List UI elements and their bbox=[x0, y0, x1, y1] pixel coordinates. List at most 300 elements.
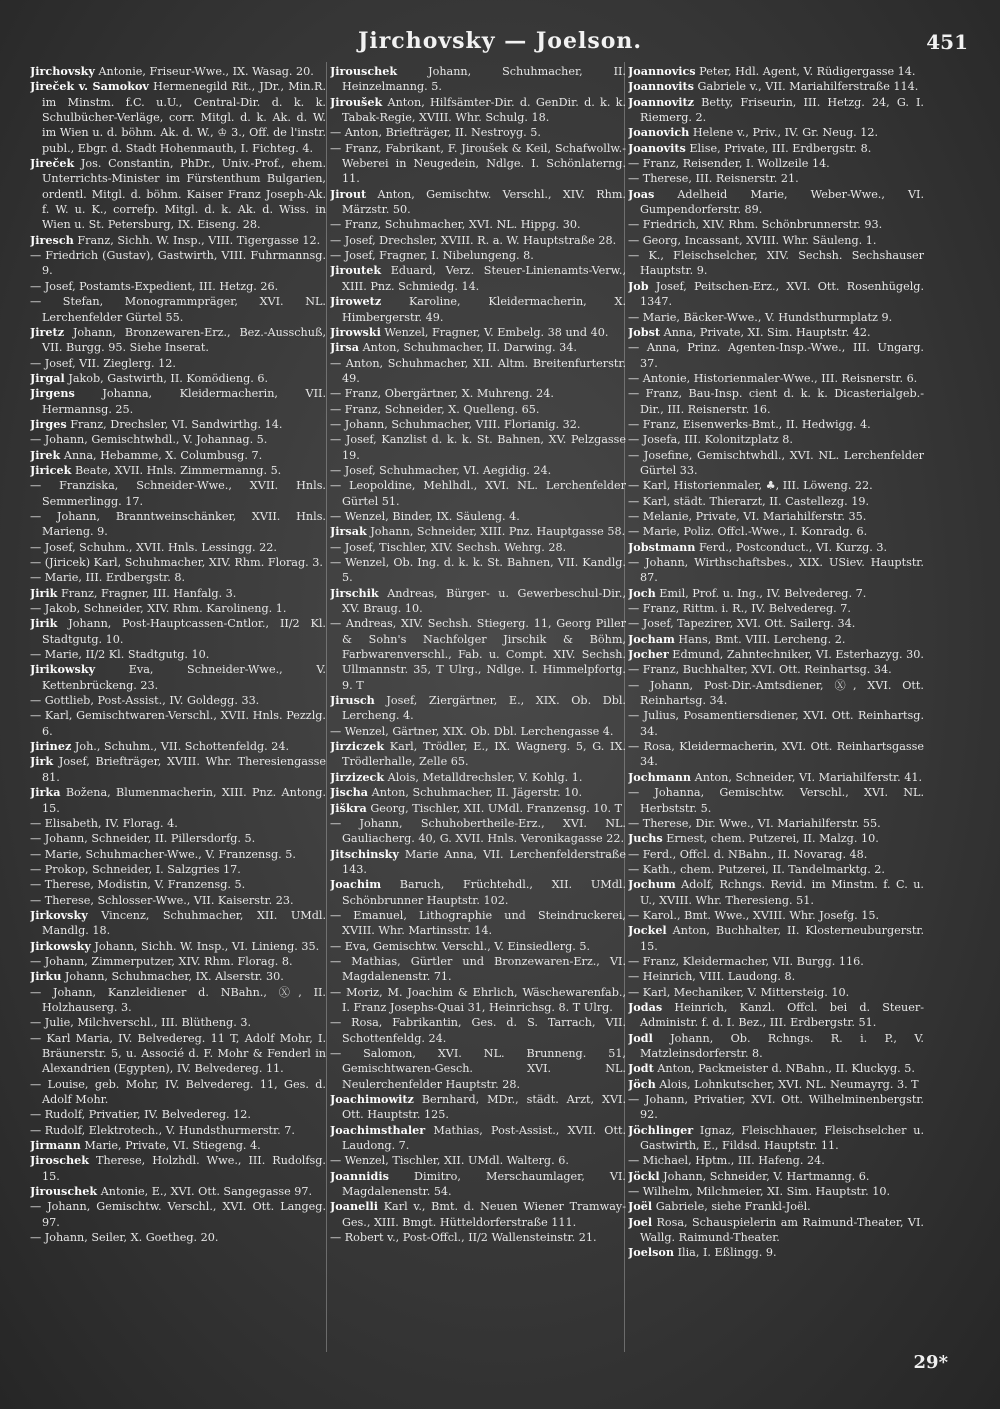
entry-details: Hans, Bmt. VIII. Lercheng. 2. bbox=[678, 632, 846, 646]
directory-entry bbox=[330, 478, 626, 509]
entry-details: — Rudolf, Privatier, IV. Belvedereg. 12. bbox=[30, 1108, 251, 1122]
entry-details: — Josefine, Gemischtwhdl., XVI. NL. Lerchenfelder Gürtel 33. bbox=[628, 448, 924, 477]
entry-details: — Therese, III. Reisnerstr. 21. bbox=[628, 172, 799, 186]
entry-details: Anton, Schneider, VI. Mariahilferstr. 41. bbox=[694, 770, 923, 784]
directory-entry bbox=[30, 1015, 326, 1030]
directory-column-3 bbox=[628, 64, 924, 1354]
entry-details: Božena, Blumenmacherin, XIII. Pnz. Antong. 15. bbox=[42, 786, 326, 815]
directory-entry bbox=[330, 1123, 626, 1154]
directory-entry bbox=[628, 1184, 924, 1199]
directory-entry bbox=[30, 1230, 326, 1245]
directory-entry bbox=[330, 816, 626, 847]
directory-entry bbox=[30, 586, 326, 601]
directory-entry bbox=[30, 647, 326, 662]
directory-entry bbox=[330, 294, 626, 325]
entry-surname: Jiškra bbox=[330, 800, 367, 815]
entry-details: Anton, Buchhalter, II. Klosterneuburgerstr. 15. bbox=[640, 924, 924, 953]
directory-entry bbox=[628, 1169, 924, 1184]
entry-details: — Karl Maria, IV. Belvedereg. 11 T, Adolf Mohr, I. Bräunerstr. 5, u. Associé d. F. Mohr & Fenderl in Alexandrien (Egypten), IV. Belvedereg. 11. bbox=[30, 1031, 326, 1076]
directory-column-2 bbox=[330, 64, 626, 1354]
entry-details: — Anton, Schuhmacher, XII. Altm. Breitenfurterstr. 49. bbox=[330, 356, 626, 385]
page-header bbox=[30, 28, 970, 60]
entry-surname: Jochum bbox=[628, 877, 676, 892]
entry-details: — Johann, Post-Dir.-Amtsdiener, Ⓧ, XVI. Ott. Reinhartsg. 34. bbox=[628, 678, 924, 708]
directory-entry bbox=[628, 969, 924, 984]
directory-entry bbox=[628, 325, 924, 340]
directory-entry bbox=[628, 248, 924, 279]
entry-details: Wenzel, Fragner, V. Embelg. 38 und 40. bbox=[384, 325, 609, 339]
directory-entry bbox=[628, 708, 924, 739]
entry-surname: Jodl bbox=[628, 1030, 653, 1045]
entry-details: — Anton, Briefträger, II. Nestroyg. 5. bbox=[330, 126, 541, 140]
entry-details: Helene v., Priv., IV. Gr. Neug. 12. bbox=[692, 126, 879, 140]
entry-details: — Friedrich (Gustav), Gastwirth, VIII. Fuhrmannsg. 9. bbox=[30, 249, 326, 278]
entry-details: — Josef, Kanzlist d. k. k. St. Bahnen, XV. Pelzgasse 19. bbox=[330, 433, 626, 462]
directory-entry bbox=[330, 1015, 626, 1046]
entry-surname: Jirowetz bbox=[330, 294, 382, 309]
entry-surname: Jirkovsky bbox=[30, 907, 88, 922]
directory-entry bbox=[628, 233, 924, 248]
directory-entry bbox=[628, 156, 924, 171]
entry-details: Josef, Briefträger, XVIII. Whr. Theresiengasse 81. bbox=[42, 755, 326, 784]
entry-details: — Marie, Bäcker-Wwe., V. Hundsthurmplatz 9. bbox=[628, 310, 893, 324]
directory-entry bbox=[30, 1153, 326, 1184]
entry-details: Georg, Tischler, XII. UMdl. Franzensg. 10. T bbox=[370, 801, 623, 815]
entry-details: Anna, Hebamme, X. Columbusg. 7. bbox=[63, 448, 263, 462]
directory-entry bbox=[330, 739, 626, 770]
entry-details: Franz, Fragner, III. Hanfalg. 3. bbox=[61, 586, 237, 600]
entry-details: Alois, Metalldrechsler, V. Kohlg. 1. bbox=[387, 770, 583, 784]
entry-details: — Franz, Rittm. i. R., IV. Belvedereg. 7. bbox=[628, 602, 851, 616]
entry-surname: Jirmann bbox=[30, 1138, 81, 1153]
entry-details: — Johann, Wirthschaftsbes., XIX. USiev. Hauptstr. 87. bbox=[628, 556, 924, 585]
entry-details: — Anna, Prinz. Agenten-Insp.-Wwe., III. Ungarg. 37. bbox=[628, 341, 924, 370]
entry-details: — Marie, II/2 Kl. Stadtgutg. 10. bbox=[30, 648, 210, 662]
directory-entry bbox=[330, 1199, 626, 1230]
entry-details: Heinrich, Kanzl. Offcl. bei d. Steuer-Administr. f. d. I. Bez., III. Erdbergstr. 51. bbox=[640, 1000, 924, 1030]
directory-entry bbox=[330, 141, 626, 187]
entry-details: Karl v., Bmt. d. Neuen Wiener Tramway-Ges., XIII. Bmgt. Hütteldorferstraße 111. bbox=[342, 1200, 626, 1229]
entry-details: — Mathias, Gürtler und Bronzewaren-Erz., VI. Magdalenenstr. 71. bbox=[330, 954, 626, 984]
entry-details: — Josefa, III. Kolonitzplatz 8. bbox=[628, 433, 793, 447]
directory-entry bbox=[628, 1215, 924, 1246]
entry-surname: Joelson bbox=[628, 1245, 675, 1260]
directory-entry bbox=[330, 616, 626, 693]
directory-entry bbox=[628, 1153, 924, 1168]
directory-entry bbox=[330, 432, 626, 463]
directory-entry bbox=[30, 1138, 326, 1153]
entry-details: Vincenz, Schuhmacher, XII. UMdl. Mandlg. 18. bbox=[42, 908, 326, 938]
entry-details: — Jakob, Schneider, XIV. Rhm. Karolineng. 1. bbox=[30, 602, 287, 616]
directory-entry bbox=[330, 340, 626, 355]
entry-details: Baruch, Früchtehdl., XII. UMdl. Schönbrunner Hauptstr. 102. bbox=[342, 878, 626, 907]
directory-entry bbox=[330, 1046, 626, 1092]
directory-entry bbox=[628, 141, 924, 156]
directory-entry bbox=[628, 816, 924, 831]
directory-entry bbox=[30, 386, 326, 417]
directory-entry bbox=[30, 463, 326, 478]
entry-details: Anton, Schuhmacher, II. Jägerstr. 10. bbox=[371, 786, 583, 800]
directory-entry bbox=[330, 770, 626, 785]
entry-surname: Jirschik bbox=[330, 585, 379, 600]
entry-surname: Juchs bbox=[628, 831, 663, 846]
directory-entry bbox=[330, 1230, 626, 1245]
directory-entry bbox=[330, 263, 626, 294]
directory-entry bbox=[628, 95, 924, 126]
entry-details: Betty, Friseurin, III. Hetzg. 24, G. I. Riemerg. 2. bbox=[640, 95, 924, 125]
entry-details: — Josef, Fragner, I. Nibelungeng. 8. bbox=[330, 249, 534, 263]
entry-surname: Jiroušek bbox=[330, 94, 383, 109]
directory-entry bbox=[30, 478, 326, 509]
entry-details: — Elisabeth, IV. Florag. 4. bbox=[30, 816, 178, 830]
directory-entry bbox=[628, 187, 924, 218]
entry-details: — Franziska, Schneider-Wwe., XVII. Hnls. Semmerlingg. 17. bbox=[30, 479, 326, 508]
directory-entry bbox=[30, 432, 326, 447]
entry-details: — Julius, Posamentiersdiener, XVI. Ott. Reinhartsg. 34. bbox=[628, 709, 924, 738]
entry-details: — Therese, Schlosser-Wwe., VII. Kaiserstr. 23. bbox=[30, 893, 294, 907]
entry-details: Antonie, Friseur-Wwe., IX. Wasag. 20. bbox=[98, 65, 314, 78]
directory-entry bbox=[628, 908, 924, 923]
entry-details: Anna, Private, XI. Sim. Hauptstr. 42. bbox=[663, 325, 871, 339]
directory-entry bbox=[30, 156, 326, 233]
entry-surname: Joachimowitz bbox=[330, 1092, 414, 1107]
entry-surname: Jireček v. Samokov bbox=[30, 79, 149, 94]
directory-entry bbox=[30, 1107, 326, 1122]
directory-entry bbox=[628, 1245, 924, 1260]
entry-surname: Jirchovsky bbox=[30, 64, 95, 78]
directory-entry bbox=[330, 187, 626, 218]
entry-details: Johann, Ob. Rchngs. R. i. P., V. Matzleinsdorferstr. 8. bbox=[640, 1031, 924, 1060]
entry-details: Ernest, chem. Putzerei, II. Malzg. 10. bbox=[666, 832, 879, 846]
page-title: Jirchovsky — Joelson. bbox=[357, 28, 643, 54]
entry-surname: Jirik bbox=[30, 585, 58, 600]
entry-surname: Jirsa bbox=[330, 340, 359, 355]
entry-details: Hermenegild Rit., JDr., Min.R. im Minstm. f.C. u.U., Central-Dir. d. k. k. Schulbücher-Verläge, corr. Mitgl. d. k. Ak. d. W. im Wien u. d. böhm. Ak. d. W., ♔ 3., Off. de l'instr. publ., Ebgr. d. Stadt Hohenmauth, I. Fichteg. 4. bbox=[42, 80, 326, 155]
entry-details: — Josef, Drechsler, XVIII. R. a. W. Hauptstraße 28. bbox=[330, 233, 617, 247]
entry-details: Adelheid Marie, Weber-Wwe., VI. Gumpendorferstr. 89. bbox=[640, 187, 924, 217]
entry-surname: Jirk bbox=[30, 754, 54, 769]
entry-details: — Karl, Gemischtwaren-Verschl., XVII. Hnls. Pezzlg. 6. bbox=[30, 709, 326, 738]
entry-surname: Jiretz bbox=[30, 324, 65, 339]
directory-entry bbox=[30, 417, 326, 432]
directory-entry bbox=[628, 386, 924, 417]
entry-details: — Melanie, Private, VI. Mariahilferstr. 35. bbox=[628, 509, 867, 523]
directory-entry bbox=[30, 248, 326, 279]
entry-surname: Jöckl bbox=[628, 1168, 660, 1183]
entry-surname: Jirout bbox=[330, 186, 367, 201]
directory-entry bbox=[628, 64, 924, 79]
entry-details: — Franz, Kleidermacher, VII. Burgg. 116. bbox=[628, 954, 864, 968]
entry-details: — Franz, Bau-Insp. cient d. k. k. Dicasterialgeb.-Dir., III. Reisnerstr. 16. bbox=[628, 387, 924, 416]
entry-details: Josef, Peitschen-Erz., XVI. Ott. Rosenhügelg. 1347. bbox=[640, 279, 924, 309]
entry-details: — Johann, Schuhmacher, VIII. Florianig. 32. bbox=[330, 417, 581, 431]
directory-entry bbox=[628, 954, 924, 969]
directory-entry bbox=[330, 417, 626, 432]
entry-details: — Johann, Schuhobertheile-Erz., XVI. NL. Gauliacherg. 40, G. XVII. Hnls. Veronikagasse 22. bbox=[330, 816, 626, 846]
entry-surname: Jirku bbox=[30, 969, 62, 984]
directory-entry bbox=[628, 831, 924, 846]
directory-entry bbox=[628, 448, 924, 479]
directory-entry bbox=[628, 417, 924, 432]
directory-entry bbox=[628, 371, 924, 386]
directory-entry bbox=[330, 985, 626, 1016]
entry-details: Marie, Private, VI. Stiegeng. 4. bbox=[84, 1139, 261, 1153]
entry-details: Joh., Schuhm., VII. Schottenfeldg. 24. bbox=[74, 740, 290, 754]
entry-details: — Julie, Milchverschl., III. Blütheng. 3. bbox=[30, 1016, 252, 1030]
entry-details: Beate, XVII. Hnls. Zimmermanng. 5. bbox=[74, 463, 282, 477]
entry-details: — Johann, Zimmerputzer, XIV. Rhm. Florag. 8. bbox=[30, 954, 293, 968]
entry-details: — Wenzel, Tischler, XII. UMdl. Walterg. 6. bbox=[330, 1154, 569, 1168]
entry-details: — Stefan, Monogrammpräger, XVI. NL. Lerchenfelder Gürtel 55. bbox=[30, 295, 326, 324]
directory-entry bbox=[330, 524, 626, 539]
directory-entry bbox=[30, 985, 326, 1016]
entry-surname: Joanovich bbox=[628, 125, 690, 140]
entry-details: — K., Fleischselcher, XIV. Sechsh. Sechshauser Hauptstr. 9. bbox=[628, 249, 924, 278]
entry-details: — Wenzel, Gärtner, XIX. Ob. Dbl. Lerchengasse 4. bbox=[330, 724, 614, 738]
entry-details: — Karol., Bmt. Wwe., XVIII. Whr. Josefg. 15. bbox=[628, 908, 880, 922]
entry-details: Eva, Schneider-Wwe., V. Kettenbrückeng. 23. bbox=[42, 663, 326, 692]
entry-surname: Joch bbox=[628, 585, 656, 600]
entry-details: — Johanna, Gemischtw. Verschl., XVI. NL. Herbststr. 5. bbox=[628, 786, 924, 815]
entry-surname: Jirik bbox=[30, 616, 58, 631]
directory-entry bbox=[628, 217, 924, 232]
entry-surname: Jirkowsky bbox=[30, 938, 91, 953]
entry-details: — Emanuel, Lithographie und Steindruckerei, XVIII. Whr. Martinsstr. 14. bbox=[330, 908, 626, 938]
entry-details: Adolf, Rchngs. Revid. im Minstm. f. C. u. U., XVIII. Whr. Theresieng. 51. bbox=[640, 878, 924, 907]
directory-entry bbox=[330, 356, 626, 387]
entry-details: — Johann, Branntweinschänker, XVII. Hnls. Marieng. 9. bbox=[30, 509, 326, 539]
entry-details: Johann, Schneider, XIII. Pnz. Hauptgasse 58. bbox=[370, 525, 626, 539]
entry-surname: Jirowski bbox=[330, 324, 381, 339]
directory-entry bbox=[628, 847, 924, 862]
entry-details: — Prokop, Schneider, I. Salzgries 17. bbox=[30, 862, 241, 876]
entry-details: — Wenzel, Ob. Ing. d. k. k. St. Bahnen, VII. Kandlg. 5. bbox=[330, 556, 626, 585]
entry-details: — Karl, Historienmaler, ♣, III. Löweng. 22. bbox=[628, 479, 873, 493]
entry-details: Johann, Schneider, V. Hartmanng. 6. bbox=[663, 1169, 870, 1183]
entry-details: — Robert v., Post-Offcl., II/2 Wallensteinstr. 21. bbox=[330, 1231, 597, 1245]
entry-surname: Jodas bbox=[628, 999, 663, 1014]
entry-details: — Josef, Schuhm., XVII. Hnls. Lessingg. 22. bbox=[30, 540, 277, 554]
entry-details: — Friedrich, XIV. Rhm. Schönbrunnerstr. 93. bbox=[628, 218, 883, 232]
directory-entry bbox=[330, 1092, 626, 1123]
entry-details: Jakob, Gastwirth, II. Komödieng. 6. bbox=[68, 371, 269, 385]
directory-entry bbox=[330, 125, 626, 140]
directory-entry bbox=[330, 540, 626, 555]
entry-surname: Jirikowsky bbox=[30, 662, 96, 677]
directory-entry bbox=[330, 386, 626, 401]
directory-entry bbox=[30, 233, 326, 248]
directory-entry bbox=[30, 847, 326, 862]
directory-entry bbox=[30, 1077, 326, 1108]
entry-details: — Therese, Modistin, V. Franzensg. 5. bbox=[30, 878, 246, 892]
entry-details: — Moriz, M. Joachim & Ehrlich, Wäschewarenfab., I. Franz Josephs-Quai 31, Heinrichsg. 8. T Ulrg. bbox=[330, 985, 626, 1014]
entry-details: — Marie, Schuhmacher-Wwe., V. Franzensg. 5. bbox=[30, 847, 296, 861]
entry-surname: Jocham bbox=[628, 631, 675, 646]
entry-details: — (Jiricek) Karl, Schuhmacher, XIV. Rhm. Florag. 3. bbox=[30, 556, 323, 569]
entry-surname: Jiricek bbox=[30, 462, 72, 477]
entry-surname: Joannidis bbox=[330, 1168, 389, 1183]
directory-entry bbox=[628, 494, 924, 509]
directory-entry bbox=[30, 754, 326, 785]
directory-entry bbox=[30, 79, 326, 156]
directory-entry bbox=[628, 1031, 924, 1062]
directory-entry bbox=[330, 95, 626, 126]
entry-details: Ignaz, Fleischhauer, Fleischselcher u. Gastwirth, E., Fildsd. Hauptstr. 11. bbox=[640, 1123, 924, 1153]
entry-details: — Marie, III. Erdbergstr. 8. bbox=[30, 571, 186, 585]
entry-details: — Karl, Mechaniker, V. Mittersteig. 10. bbox=[628, 985, 850, 999]
entry-details: — Kath., chem. Putzerei, II. Tandelmarktg. 2. bbox=[628, 862, 885, 876]
directory-entry bbox=[330, 801, 626, 816]
directory-entry bbox=[330, 233, 626, 248]
entry-details: Andreas, Bürger- u. Gewerbeschul-Dir., XV. Braug. 10. bbox=[342, 586, 626, 616]
directory-entry bbox=[330, 1153, 626, 1168]
entry-details: — Eva, Gemischtw. Verschl., V. Einsiedlerg. 5. bbox=[330, 939, 591, 953]
entry-details: — Johann, Gemischtw. Verschl., XVI. Ott. Langeg. 97. bbox=[30, 1200, 326, 1229]
entry-details: — Franz, Obergärtner, X. Muhreng. 24. bbox=[330, 387, 554, 401]
directory-entry bbox=[30, 540, 326, 555]
directory-entry bbox=[330, 586, 626, 617]
entry-details: Josef, Ziergärtner, E., XIX. Ob. Dbl. Lercheng. 4. bbox=[342, 694, 626, 723]
entry-details: Emil, Prof. u. Ing., IV. Belvedereg. 7. bbox=[659, 586, 867, 600]
entry-details: Franz, Drechsler, VI. Sandwirthg. 14. bbox=[70, 417, 283, 431]
entry-details: — Rosa, Kleidermacherin, XVI. Ott. Reinhartsgasse 34. bbox=[628, 740, 924, 769]
entry-details: — Franz, Schneider, X. Quelleng. 65. bbox=[330, 402, 540, 416]
directory-entry bbox=[330, 954, 626, 985]
directory-entry bbox=[330, 248, 626, 263]
entry-details: — Josef, Postamts-Expedient, III. Hetzg. 26. bbox=[30, 279, 279, 293]
directory-entry bbox=[628, 432, 924, 447]
entry-surname: Jireček bbox=[30, 156, 75, 171]
entry-details: — Johann, Kanzleidiener d. NBahn., Ⓧ, II. Holzhauserg. 3. bbox=[30, 985, 326, 1014]
directory-entry bbox=[628, 125, 924, 140]
directory-entry bbox=[330, 1169, 626, 1200]
directory-entry bbox=[330, 785, 626, 800]
column-divider bbox=[326, 62, 327, 1352]
entry-surname: Jiroschek bbox=[30, 1153, 90, 1168]
directory-entry bbox=[30, 785, 326, 816]
directory-entry bbox=[628, 1077, 924, 1092]
directory-column-1 bbox=[30, 64, 326, 1354]
directory-entry bbox=[628, 647, 924, 662]
directory-entry bbox=[30, 555, 326, 570]
directory-entry bbox=[30, 969, 326, 984]
entry-details: — Gottlieb, Post-Assist., IV. Goldegg. 33. bbox=[30, 694, 260, 708]
entry-details: Johann, Schuhmacher, II. Heinzelmanng. 5. bbox=[342, 65, 626, 94]
directory-entry bbox=[30, 356, 326, 371]
entry-surname: Joannovics bbox=[628, 64, 696, 78]
directory-entry bbox=[628, 79, 924, 94]
entry-details: — Josef, Tapezirer, XVI. Ott. Sailerg. 34. bbox=[628, 617, 856, 631]
directory-entry bbox=[30, 816, 326, 831]
entry-details: — Ferd., Offcl. d. NBahn., II. Novarag. 48. bbox=[628, 847, 868, 861]
entry-surname: Joanelli bbox=[330, 1199, 379, 1214]
entry-surname: Jirgens bbox=[30, 386, 75, 401]
entry-details: — Leopoldine, Mehlhdl., XVI. NL. Lerchenfelder Gürtel 51. bbox=[330, 479, 626, 508]
entry-details: — Rudolf, Elektrotech., V. Hundsthurmerstr. 7. bbox=[30, 1123, 295, 1137]
entry-surname: Jischa bbox=[330, 785, 369, 800]
directory-entry bbox=[628, 770, 924, 785]
entry-surname: Jirzizeck bbox=[330, 769, 385, 784]
directory-entry bbox=[628, 1092, 924, 1123]
entry-details: — Salomon, XVI. NL. Brunneng. 51, Gemischtwaren-Gesch. XVI. NL. Neulerchenfelder Hauptstr. 28. bbox=[330, 1047, 626, 1091]
entry-details: Rosa, Schauspielerin am Raimund-Theater, VI. Wallg. Raimund-Theater. bbox=[640, 1215, 924, 1245]
directory-entry bbox=[30, 371, 326, 386]
entry-details: Marie Anna, VII. Lerchenfelderstraße 143. bbox=[342, 847, 626, 876]
directory-entry bbox=[628, 877, 924, 908]
entry-surname: Joannovits bbox=[628, 79, 694, 94]
directory-entry bbox=[30, 1184, 326, 1199]
directory-entry bbox=[30, 939, 326, 954]
directory-entry bbox=[330, 509, 626, 524]
entry-surname: Jobst bbox=[628, 324, 661, 339]
entry-details: Edmund, Zahntechniker, VI. Esterhazyg. 30. bbox=[672, 648, 924, 662]
directory-entry bbox=[30, 908, 326, 939]
entry-details: — Johann, Schneider, II. Pillersdorfg. 5. bbox=[30, 832, 256, 846]
directory-entry bbox=[628, 616, 924, 631]
directory-entry bbox=[330, 64, 626, 95]
entry-surname: Job bbox=[628, 278, 649, 293]
entry-details: — Johann, Privatier, XVI. Ott. Wilhelminenbergstr. 92. bbox=[628, 1093, 924, 1122]
entry-details: — Georg, Incassant, XVIII. Whr. Säuleng. 1. bbox=[628, 233, 877, 247]
entry-details: — Karl, städt. Thierarzt, II. Castellezg. 19. bbox=[628, 494, 869, 508]
directory-entry bbox=[628, 540, 924, 555]
entry-surname: Jöchlinger bbox=[628, 1122, 694, 1137]
entry-details: Franz, Sichh. W. Insp., VIII. Tigergasse 12. bbox=[77, 233, 321, 247]
directory-entry bbox=[30, 877, 326, 892]
directory-entry bbox=[30, 1123, 326, 1138]
directory-entry bbox=[30, 601, 326, 616]
entry-surname: Joas bbox=[628, 186, 655, 201]
directory-entry bbox=[628, 1199, 924, 1214]
directory-entry bbox=[628, 739, 924, 770]
entry-details: — Johann, Gemischtwhdl., V. Johannag. 5. bbox=[30, 433, 268, 447]
entry-details: Jos. Constantin, PhDr., Univ.-Prof., ehem. Unterrichts-Minister im Fürstenthum Bulgarien, ordentl. Mitgl. d. böhm. Kaiser Franz Joseph-Ak. f. W. u. K., correfp. Mitgl. d. k. Ak. d. Wiss. in Wien u. St. Petersburg, IX. Eiseng. 28. bbox=[42, 157, 326, 232]
directory-entry bbox=[30, 831, 326, 846]
directory-entry bbox=[30, 662, 326, 693]
entry-details: Gabriele v., VII. Mariahilferstraße 114. bbox=[697, 80, 919, 94]
entry-details: Anton, Packmeister d. NBahn., II. Kluckyg. 5. bbox=[657, 1062, 915, 1076]
entry-surname: Jirek bbox=[30, 447, 61, 462]
entry-details: Anton, Hilfsämter-Dir. d. GenDir. d. k. k. Tabak-Regie, XVIII. Whr. Schulg. 18. bbox=[342, 95, 626, 125]
directory-entry bbox=[628, 1061, 924, 1076]
entry-details: — Franz, Reisender, I. Wollzeile 14. bbox=[628, 157, 830, 171]
directory-entry bbox=[30, 616, 326, 647]
entry-surname: Jodt bbox=[628, 1061, 654, 1076]
entry-surname: Joachim bbox=[330, 877, 382, 892]
entry-surname: Jirgal bbox=[30, 370, 65, 385]
directory-entry bbox=[628, 509, 924, 524]
entry-details: Bernhard, MDr., städt. Arzt, XVI. Ott. Hauptstr. 125. bbox=[342, 1093, 626, 1122]
directory-entry bbox=[628, 586, 924, 601]
entry-details: Johann, Schuhmacher, IX. Alserstr. 30. bbox=[64, 970, 284, 984]
entry-details: — Andreas, XIV. Sechsh. Stiegerg. 11, Georg Piller & Sohn's Nachfolger Jirschik & Böhm, Farbwarenverschl., Fab. u. Compt. XIV. Sechsh. Ullmannstr. 35, T Ulrg., Ndlge. I. Himmelpfortg. 9. T bbox=[330, 617, 626, 692]
directory-entry bbox=[628, 1123, 924, 1154]
directory-entry bbox=[628, 662, 924, 677]
entry-surname: Jobstmann bbox=[628, 539, 696, 554]
entry-details: Mathias, Post-Assist., XVII. Ott. Laudong. 7. bbox=[342, 1123, 626, 1153]
directory-entry bbox=[628, 678, 924, 709]
entry-surname: Jocher bbox=[628, 647, 669, 662]
entry-surname: Joanovits bbox=[628, 140, 686, 155]
entry-surname: Jochmann bbox=[628, 769, 692, 784]
directory-entry bbox=[30, 893, 326, 908]
entry-surname: Joannovitz bbox=[628, 94, 695, 109]
entry-details: Johanna, Kleidermacherin, VII. Hermannsg. 25. bbox=[42, 387, 326, 416]
entry-details: — Franz, Eisenwerks-Bmt., II. Hedwigg. 4. bbox=[628, 417, 871, 431]
entry-surname: Jirusch bbox=[330, 693, 375, 708]
directory-entry bbox=[330, 877, 626, 908]
entry-details: — Wenzel, Binder, IX. Säuleng. 4. bbox=[330, 509, 520, 523]
